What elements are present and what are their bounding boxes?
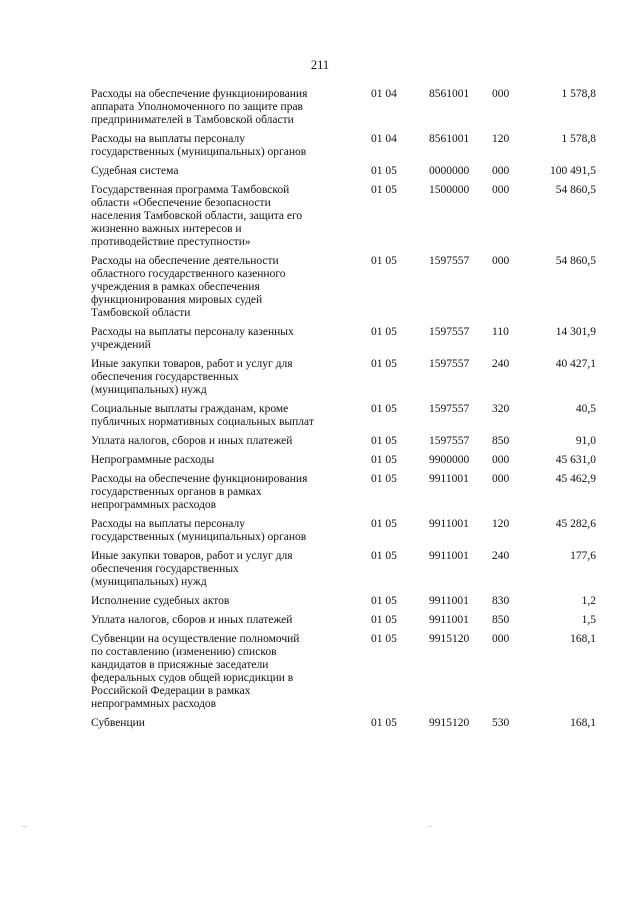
row-name-line: Субвенции на осуществление полномочий	[91, 633, 300, 645]
row-section-code: 01 05	[371, 614, 397, 626]
row-name-line: Расходы на выплаты персоналу	[91, 133, 245, 145]
row-name-cell	[91, 633, 359, 717]
row-name-cell	[91, 88, 359, 133]
row-name-cell	[91, 435, 359, 454]
row-name-line: областного государственного казенного	[91, 268, 286, 280]
row-expense-type: 000	[492, 88, 510, 100]
row-name-line: (муниципальных) нужд	[91, 576, 207, 588]
table-row	[91, 550, 596, 595]
row-expense-type: 530	[492, 717, 510, 729]
row-name-line: публичных нормативных социальных выплат	[91, 416, 314, 428]
row-expense-type: 000	[492, 255, 510, 267]
row-expense-type: 850	[492, 614, 510, 626]
row-amount: 1 578,8	[561, 88, 596, 100]
row-target-article: 9915120	[429, 717, 470, 729]
row-name-cell	[91, 614, 359, 633]
table-row	[91, 88, 596, 133]
row-section-code: 01 05	[371, 454, 397, 466]
row-name-line: по составлению (изменению) списков	[91, 646, 277, 658]
row-target-article: 8561001	[429, 88, 470, 100]
row-section-code: 01 05	[371, 184, 397, 196]
row-name-cell	[91, 550, 359, 595]
row-section-code: 01 05	[371, 165, 397, 177]
scan-speck	[22, 826, 27, 827]
row-amount: 91,0	[575, 435, 596, 447]
table-row	[91, 133, 596, 165]
row-name-line: государственных (муниципальных) органов	[91, 531, 307, 543]
table-row	[91, 717, 596, 736]
row-name-cell	[91, 473, 359, 518]
row-name-line: Иные закупки товаров, работ и услуг для	[91, 550, 293, 562]
row-name-line: Уплата налогов, сборов и иных платежей	[91, 435, 293, 447]
row-target-article: 0000000	[429, 165, 470, 177]
row-name-line: непрограммных расходов	[91, 499, 217, 511]
row-amount: 40 427,1	[555, 358, 596, 370]
row-name-cell	[91, 184, 359, 255]
row-expense-type: 000	[492, 184, 510, 196]
row-name-line: обеспечения государственных	[91, 563, 239, 575]
row-amount: 1,5	[581, 614, 596, 626]
row-name-line: Субвенции	[91, 717, 145, 729]
row-amount: 177,6	[570, 550, 596, 562]
row-name-line: Расходы на обеспечение функционирования	[91, 88, 308, 100]
row-section-code: 01 05	[371, 595, 397, 607]
row-amount: 1,2	[581, 595, 596, 607]
row-section-code: 01 05	[371, 358, 397, 370]
row-target-article: 1597557	[429, 255, 470, 267]
row-expense-type: 120	[492, 518, 510, 530]
row-name-line: функционирования мировых судей	[91, 294, 263, 306]
row-target-article: 9911001	[429, 518, 469, 530]
row-name-line: непрограммных расходов	[91, 698, 217, 710]
row-name-line: области «Обеспечение безопасности	[91, 197, 271, 209]
table-row	[91, 633, 596, 717]
row-name-line: Расходы на выплаты персоналу	[91, 518, 245, 530]
table-row	[91, 454, 596, 473]
row-name-line: Расходы на выплаты персоналу казенных	[91, 326, 294, 338]
row-name-line: обеспечения государственных	[91, 371, 239, 383]
row-amount: 168,1	[570, 633, 596, 645]
row-name-cell	[91, 326, 359, 358]
row-name-cell	[91, 255, 359, 326]
row-expense-type: 110	[492, 326, 509, 338]
table-row	[91, 403, 596, 435]
row-name-line: аппарата Уполномоченного по защите прав	[91, 101, 303, 113]
row-expense-type: 000	[492, 633, 510, 645]
row-section-code: 01 04	[371, 133, 397, 145]
row-expense-type: 830	[492, 595, 510, 607]
row-name-line: Государственная программа Тамбовской	[91, 184, 290, 196]
row-section-code: 01 05	[371, 435, 397, 447]
row-section-code: 01 05	[371, 518, 397, 530]
row-name-line: кандидатов в присяжные заседатели	[91, 659, 269, 671]
row-amount: 40,5	[575, 403, 596, 415]
row-target-article: 9915120	[429, 633, 470, 645]
row-target-article: 9900000	[429, 454, 470, 466]
row-target-article: 9911001	[429, 614, 469, 626]
row-expense-type: 000	[492, 473, 510, 485]
row-name-line: Исполнение судебных актов	[91, 595, 230, 607]
row-target-article: 1500000	[429, 184, 470, 196]
row-name-cell	[91, 454, 359, 473]
row-expense-type: 000	[492, 454, 510, 466]
table-row	[91, 165, 596, 184]
row-target-article: 8561001	[429, 133, 470, 145]
row-expense-type: 240	[492, 358, 510, 370]
row-name-line: Расходы на обеспечение функционирования	[91, 473, 308, 485]
row-name-line: Уплата налогов, сборов и иных платежей	[91, 614, 293, 626]
row-name-cell	[91, 133, 359, 165]
row-name-line: Расходы на обеспечение деятельности	[91, 255, 279, 267]
row-target-article: 1597557	[429, 435, 470, 447]
row-name-line: предпринимателей в Тамбовской области	[91, 114, 294, 126]
table-row	[91, 255, 596, 326]
row-amount: 54 860,5	[555, 255, 596, 267]
row-name-cell	[91, 403, 359, 435]
budget-table-body	[91, 88, 596, 736]
row-section-code: 01 05	[371, 633, 397, 645]
row-target-article: 9911001	[429, 473, 469, 485]
row-amount: 1 578,8	[561, 133, 596, 145]
row-name-line: жизненно важных интересов и	[91, 223, 242, 235]
row-amount: 54 860,5	[555, 184, 596, 196]
row-target-article: 9911001	[429, 550, 469, 562]
table-row	[91, 435, 596, 454]
row-name-cell	[91, 518, 359, 550]
row-amount: 14 301,9	[555, 326, 596, 338]
row-amount: 45 282,6	[555, 518, 596, 530]
row-name-cell	[91, 165, 359, 184]
row-amount: 100 491,5	[550, 165, 596, 177]
row-name-cell	[91, 358, 359, 403]
row-expense-type: 850	[492, 435, 510, 447]
row-section-code: 01 05	[371, 717, 397, 729]
row-amount: 45 631,0	[555, 454, 596, 466]
row-section-code: 01 05	[371, 326, 397, 338]
table-row	[91, 595, 596, 614]
row-name-line: Тамбовской области	[91, 307, 191, 319]
row-name-line: федеральных судов общей юрисдикции в	[91, 672, 294, 684]
row-section-code: 01 05	[371, 473, 397, 485]
row-section-code: 01 05	[371, 550, 397, 562]
row-name-line: Судебная система	[91, 165, 179, 177]
row-section-code: 01 04	[371, 88, 397, 100]
table-row	[91, 614, 596, 633]
row-name-cell	[91, 717, 359, 736]
row-target-article: 9911001	[429, 595, 469, 607]
page-number: 211	[310, 58, 330, 72]
row-name-line: Социальные выплаты гражданам, кроме	[91, 403, 289, 415]
row-name-line: Российской Федерации в рамках	[91, 685, 251, 697]
row-target-article: 1597557	[429, 326, 470, 338]
row-expense-type: 320	[492, 403, 510, 415]
row-name-line: населения Тамбовской области, защита его	[91, 210, 303, 222]
row-amount: 168,1	[570, 717, 596, 729]
row-name-line: противодействие преступности»	[91, 236, 251, 248]
row-expense-type: 120	[492, 133, 510, 145]
row-name-line: (муниципальных) нужд	[91, 384, 207, 396]
table-row	[91, 184, 596, 255]
row-target-article: 1597557	[429, 358, 470, 370]
row-amount: 45 462,9	[555, 473, 596, 485]
row-name-line: учреждений	[91, 339, 151, 351]
budget-table	[91, 88, 596, 736]
row-name-line: Непрограммные расходы	[91, 454, 215, 466]
table-row	[91, 473, 596, 518]
row-expense-type: 000	[492, 165, 510, 177]
row-section-code: 01 05	[371, 255, 397, 267]
row-section-code: 01 05	[371, 403, 397, 415]
table-row	[91, 326, 596, 358]
row-name-line: Иные закупки товаров, работ и услуг для	[91, 358, 293, 370]
row-expense-type: 240	[492, 550, 510, 562]
table-row	[91, 518, 596, 550]
scan-speck	[428, 826, 432, 827]
row-name-line: государственных органов в рамках	[91, 486, 262, 498]
row-name-line: учреждения в рамках обеспечения	[91, 281, 260, 293]
row-name-line: государственных (муниципальных) органов	[91, 146, 307, 158]
row-name-cell	[91, 595, 359, 614]
table-row	[91, 358, 596, 403]
row-target-article: 1597557	[429, 403, 470, 415]
